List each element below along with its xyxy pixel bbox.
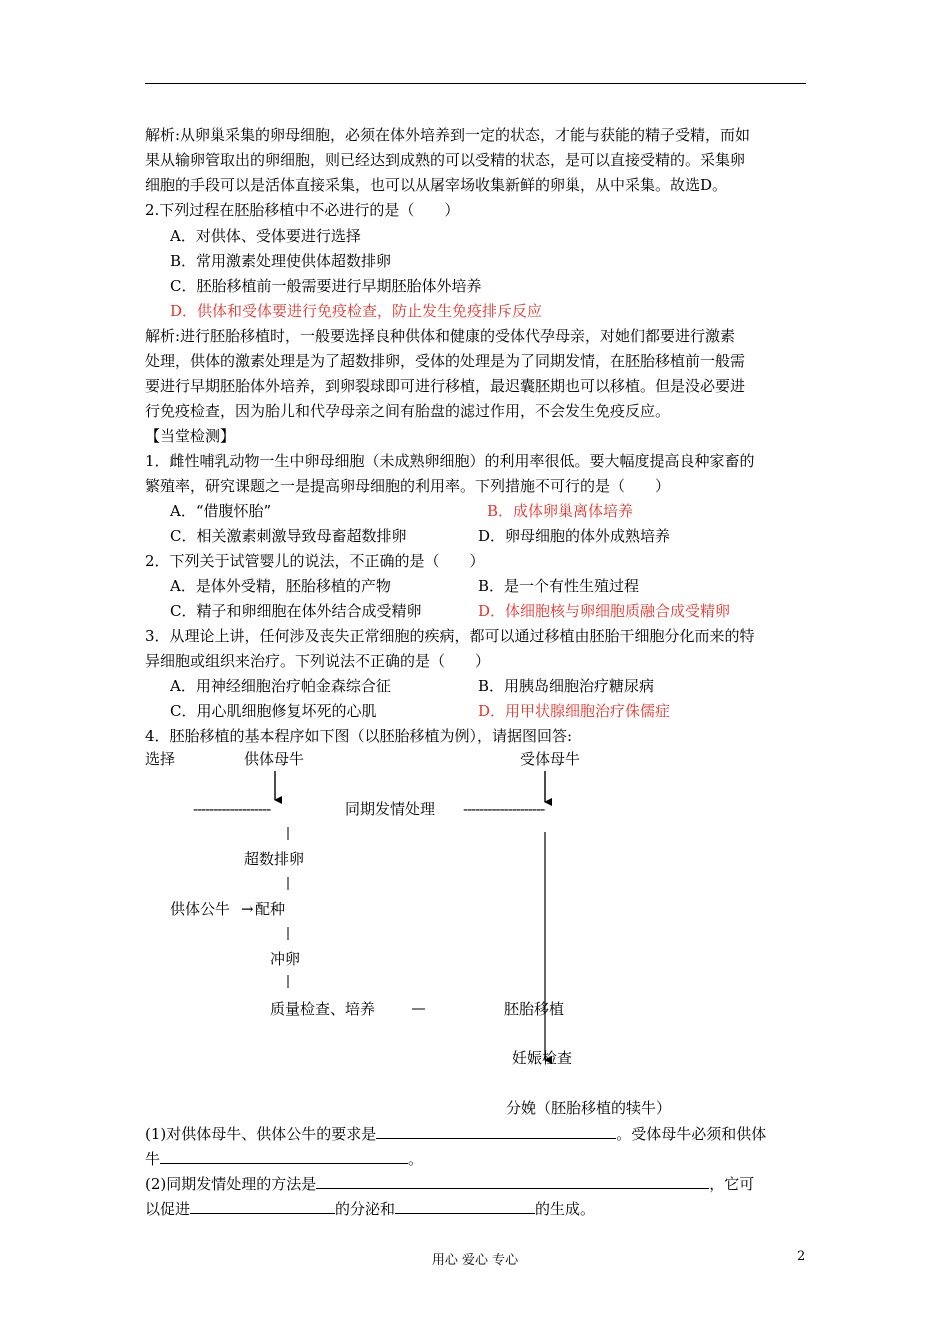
page-footer: 用心 爱心 专心 — [431, 1253, 519, 1268]
fill-q2-text-3: 以促进 — [145, 1200, 191, 1218]
test-1-option-a: A．“借腹怀胎” — [170, 502, 272, 520]
test-3-stem-line-1: 3．从理论上讲，任何涉及丧失正常细胞的疾病，都可以通过移植由胚胎干细胞分化而来的特 — [145, 627, 755, 645]
flow-birth: 分娩（胚胎移植的犊牛） — [506, 1099, 672, 1117]
test-3-option-b: B．用胰岛细胞治疗糖尿病 — [478, 677, 655, 695]
flow-quality-check: 质量检查、培养 — [270, 1000, 376, 1018]
test-3-stem-line-2: 异细胞或组织来治疗。下列说法不正确的是（ ） — [145, 652, 491, 670]
analysis-2-line-4: 行免疫检查，因为胎儿和代孕母亲之间有胎盘的滤过作用，不会发生免疫反应。 — [145, 402, 671, 420]
flow-sync-treatment: 同期发情处理 — [345, 800, 436, 818]
test-1-option-c: C．相关激素刺激导致母畜超数排卵 — [170, 527, 407, 545]
flow-superovulation: 超数排卵 — [244, 850, 305, 868]
analysis-1-line-2: 果从输卵管取出的卵细胞，则已经达到成熟的可以受精的状态，是可以直接受精的。采集卵 — [145, 151, 746, 169]
flow-select-label: 选择 — [145, 750, 176, 768]
fill-q1-text-2: 。受体母牛必须和供体 — [616, 1125, 767, 1143]
test-1-stem-line-1: 1．雌性哺乳动物一生中卵母细胞（未成熟卵细胞）的利用率很低。要大幅度提高良种家畜的 — [145, 452, 755, 470]
analysis-1-line-1: 解析:从卵巢采集的卵母细胞，必须在体外培养到一定的状态，才能与获能的精子受精，而如 — [145, 126, 751, 144]
test-3-option-d-answer: D．用甲状腺细胞治疗侏儒症 — [478, 702, 671, 720]
fill-q2-blank-1[interactable] — [316, 1174, 709, 1189]
test-3-option-c: C．用心肌细胞修复坏死的心肌 — [170, 702, 377, 720]
fill-q2-text-4: 的分泌和 — [335, 1200, 396, 1218]
fill-q2-blank-2[interactable] — [190, 1199, 335, 1214]
question-2-stem: 2.下列过程在胚胎移植中不必进行的是（ ） — [145, 201, 460, 219]
flow-pregnancy-check: 妊娠检查 — [512, 1049, 573, 1067]
analysis-1-line-3: 细胞的手段可以是活体直接采集，也可以从屠宰场收集新鲜的卵巢，从中采集。故选D。 — [145, 176, 728, 194]
fill-question-1-line-2 — [145, 1149, 423, 1169]
analysis-2-line-2: 处理，供体的激素处理是为了超数排卵，受体的处理是为了同期发情，在胚胎移植前一般需 — [145, 352, 746, 370]
test-1-option-d: D．卵母细胞的体外成熟培养 — [478, 527, 671, 545]
test-4-stem: 4．胚胎移植的基本程序如下图（以胚胎移植为例），请据图回答: — [145, 727, 573, 745]
flow-flush: 冲卵 — [270, 950, 301, 968]
test-2-option-a: A．是体外受精，胚胎移植的产物 — [170, 577, 391, 595]
test-2-option-c: C．精子和卵细胞在体外结合成受精卵 — [170, 602, 422, 620]
test-2-option-b: B．是一个有性生殖过程 — [478, 577, 640, 595]
question-2-option-c: C．胚胎移植前一般需要进行早期胚胎体外培养 — [170, 277, 482, 295]
fill-q1-blank-2[interactable] — [160, 1149, 408, 1164]
question-2-option-a: A．对供体、受体要进行选择 — [170, 227, 361, 245]
test-1-option-b-answer: B．成体卵巢离体培养 — [487, 502, 634, 520]
test-2-stem: 2．下列关于试管婴儿的说法，不正确的是（ ） — [145, 552, 485, 570]
flow-embryo-transfer: 胚胎移植 — [504, 1000, 565, 1018]
flow-arrow-bull: → — [241, 900, 254, 918]
flow-dash-left: ------------------- — [193, 800, 271, 818]
fill-question-2-line-2 — [145, 1199, 595, 1219]
section-title: 【当堂检测】 — [145, 427, 236, 445]
flow-mating: 配种 — [255, 900, 286, 918]
fill-q1-text-3: 牛 — [145, 1150, 161, 1168]
question-2-option-b: B．常用激素处理使供体超数排卵 — [170, 252, 392, 270]
fill-question-2-line-1 — [145, 1174, 754, 1194]
analysis-2-line-1: 解析:进行胚胎移植时，一般要选择良种供体和健康的受体代孕母亲，对她们都要进行激素 — [145, 327, 736, 345]
fill-q2-text-5: 的生成。 — [535, 1200, 596, 1218]
flow-donor-bull: 供体公牛 — [170, 900, 231, 918]
test-2-option-d-answer: D．体细胞核与卵细胞质融合成受精卵 — [478, 602, 731, 620]
flow-dash-right: -------------------- — [463, 800, 545, 818]
flow-recipient-cow: 受体母牛 — [520, 750, 581, 768]
fill-q2-blank-3[interactable] — [395, 1199, 535, 1214]
fill-q1-blank-1[interactable] — [376, 1124, 616, 1139]
fill-q1-text-4: 。 — [408, 1150, 424, 1168]
fill-question-1-line-1 — [145, 1124, 766, 1144]
test-3-option-a: A．用神经细胞治疗帕金森综合征 — [170, 677, 391, 695]
test-1-stem-line-2: 繁殖率，研究课题之一是提高卵母细胞的利用率。下列措施不可行的是（ ） — [145, 477, 671, 495]
analysis-2-line-3: 要进行早期胚胎体外培养，到卵裂球即可进行移植，最迟囊胚期也可以移植。但是没必要进 — [145, 377, 746, 395]
page-number: 2 — [797, 1249, 806, 1264]
fill-q2-text-2: ，它可 — [709, 1175, 755, 1193]
flow-donor-cow: 供体母牛 — [244, 750, 305, 768]
question-2-option-d-answer: D．供体和受体要进行免疫检查，防止发生免疫排斥反应 — [170, 302, 543, 320]
fill-q2-text-1: (2)同期发情处理的方法是 — [145, 1175, 317, 1193]
fill-q1-text-1: (1)对供体母牛、供体公牛的要求是 — [145, 1125, 377, 1143]
